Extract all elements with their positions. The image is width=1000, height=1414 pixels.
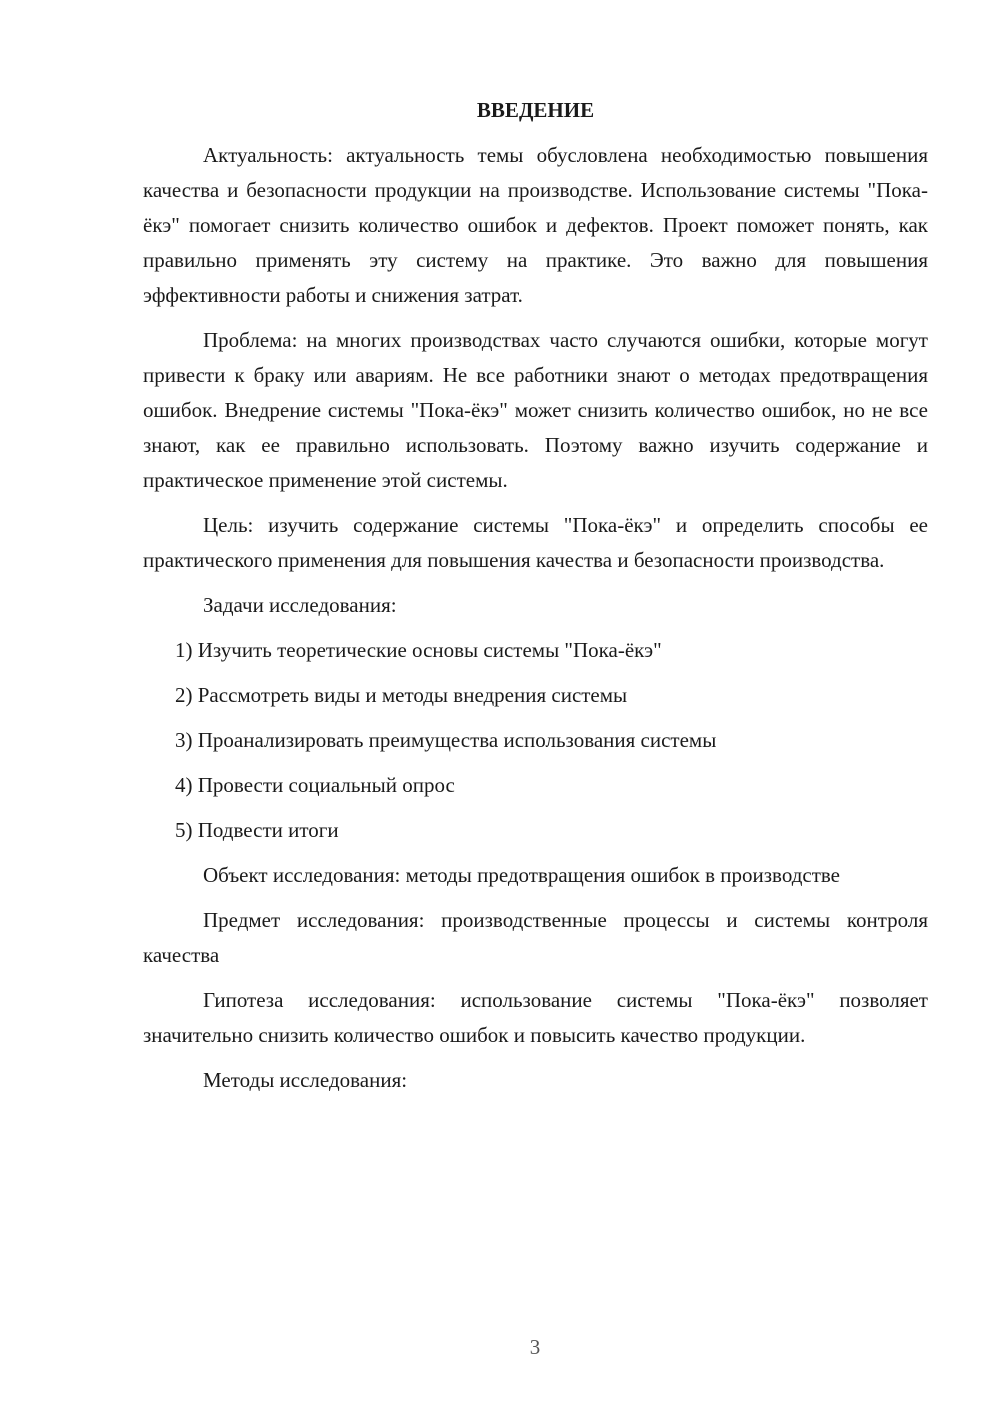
problem-paragraph: Проблема: на многих производствах часто случаются ошибки, которые могут привести к браку или авариям. Не все работники знают о методах предотвращения ошибок. Внедрение системы "Пока-ёкэ" может снизить количество ошибок, но не все знают, как ее правильно использовать. Поэтому важно изучить содержание и практическое применение этой системы.: [143, 328, 928, 492]
tasks-title: Задачи исследования:: [203, 593, 397, 617]
hypothesis-paragraph: Гипотеза исследования: использование системы "Пока-ёкэ" позволяет значительно снизить количество ошибок и повысить качество продукции.: [143, 988, 928, 1047]
task-item-3: 3) Проанализировать преимущества использования системы: [175, 728, 717, 752]
goal-paragraph: Цель: изучить содержание системы "Пока-ёкэ" и определить способы ее практического применения для повышения качества и безопасности производства.: [143, 513, 928, 572]
page-number: 3: [529, 1335, 541, 1359]
page-content: [143, 93, 928, 1108]
object-paragraph: Объект исследования: методы предотвращения ошибок в производстве: [203, 863, 841, 887]
task-item-1: 1) Изучить теоретические основы системы "Пока-ёкэ": [175, 638, 662, 662]
task-item-4: 4) Провести социальный опрос: [175, 773, 455, 797]
subject-paragraph: Предмет исследования: производственные процессы и системы контроля качества: [143, 908, 928, 967]
task-item-2: 2) Рассмотреть виды и методы внедрения системы: [175, 683, 628, 707]
relevance-paragraph: Актуальность: актуальность темы обусловлена необходимостью повышения качества и безопасности продукции на производстве. Использование системы "Пока-ёкэ" помогает снизить количество ошибок и дефектов. Проект поможет понять, как правильно применять эту систему на практике. Это важно для повышения эффективности работы и снижения затрат.: [143, 143, 928, 307]
task-item-5: 5) Подвести итоги: [175, 818, 339, 842]
methods-title: Методы исследования:: [203, 1068, 408, 1092]
page-title: ВВЕДЕНИЕ: [476, 98, 595, 122]
